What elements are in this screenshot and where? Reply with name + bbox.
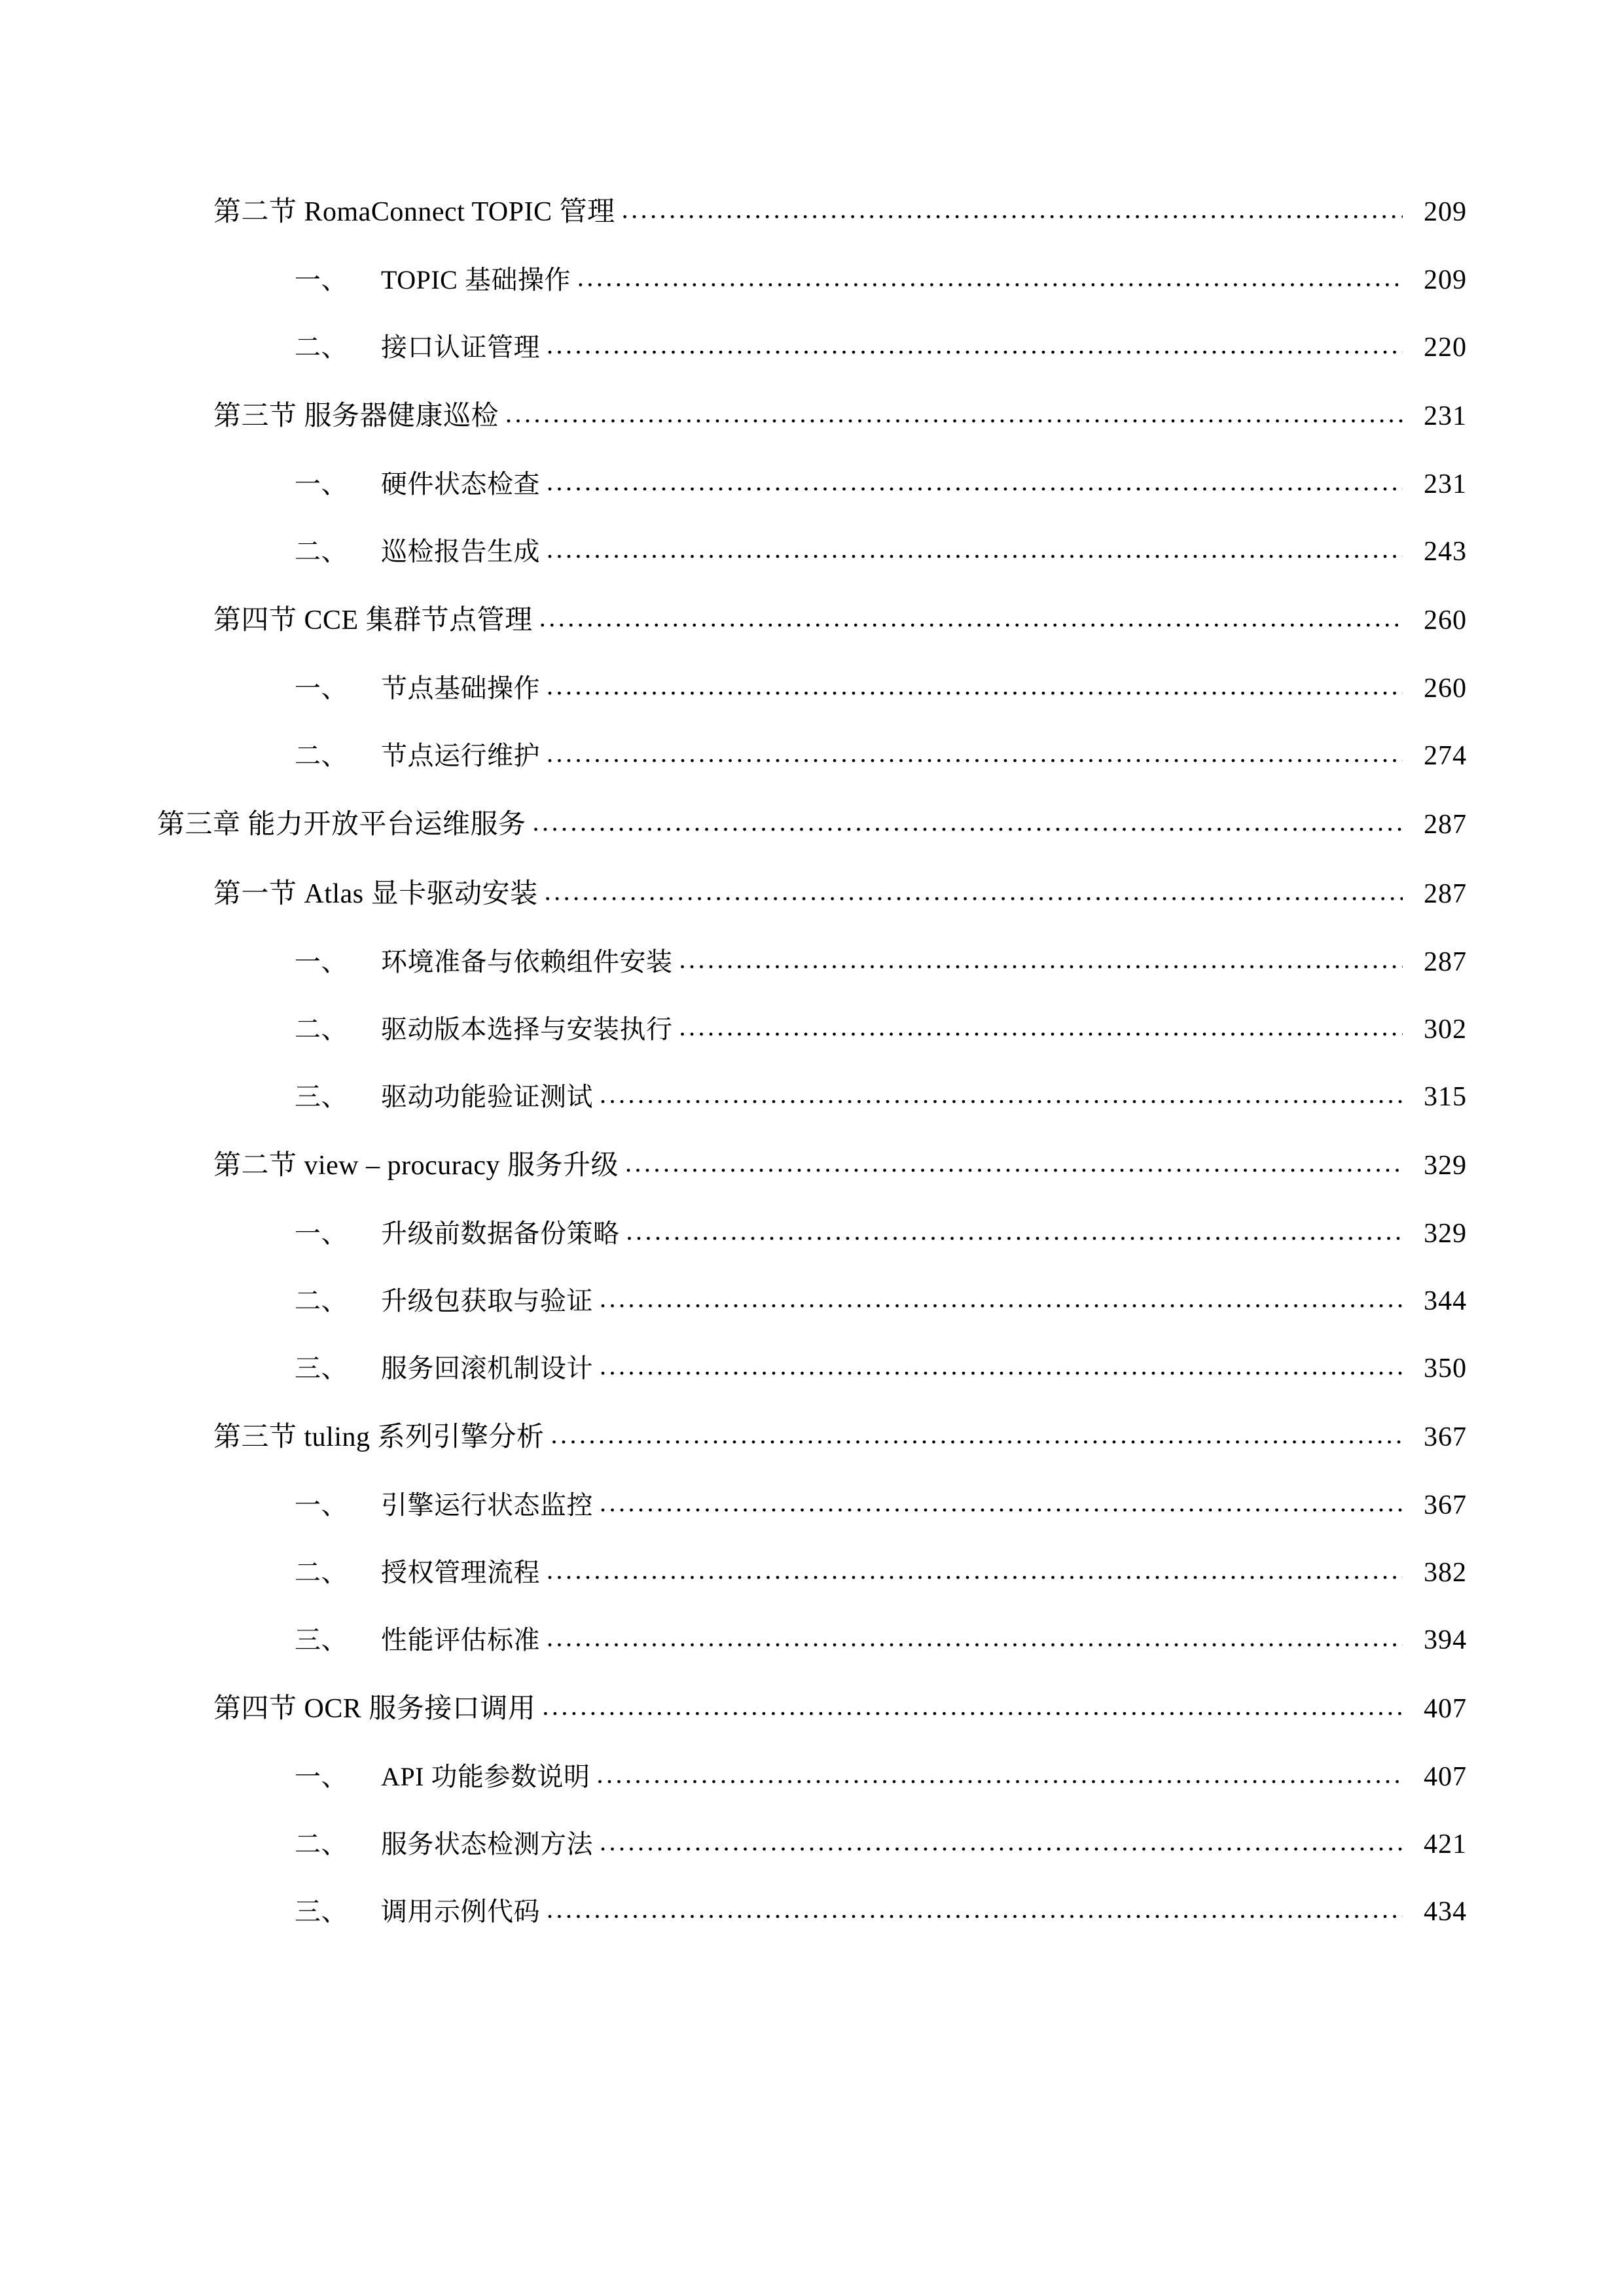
toc-page-number: 367: [1424, 1422, 1467, 1452]
toc-entry-label: 第三节 服务器健康巡检: [213, 401, 499, 431]
toc-entry[interactable]: [157, 1484, 1467, 1522]
toc-entry[interactable]: [157, 802, 1467, 842]
toc-entry-number: 一、: [295, 1762, 348, 1791]
toc-entry[interactable]: [157, 735, 1467, 772]
toc-entry-label: 第四节 OCR 服务接口调用: [213, 1694, 536, 1724]
toc-leader-dots: [533, 806, 1403, 837]
toc-page-number: 344: [1424, 1286, 1467, 1316]
toc-entry[interactable]: [157, 1619, 1467, 1657]
toc-entry-number: 一、: [295, 265, 348, 295]
toc-entry-number: 一、: [295, 947, 348, 977]
toc-entry-label: 第二节 view – procuracy 服务升级: [213, 1151, 619, 1181]
toc-entry-label: 接口认证管理: [381, 332, 540, 362]
toc-page-number: 407: [1424, 1694, 1467, 1724]
toc-leader-dots: [547, 466, 1403, 497]
toc-leader-dots: [600, 1079, 1403, 1109]
toc-entry-number: 三、: [295, 1082, 348, 1111]
toc-entry-number: 二、: [295, 1558, 348, 1587]
toc-page-number: 329: [1424, 1219, 1467, 1249]
toc-entry-label: 驱动版本选择与安装执行: [381, 1014, 673, 1044]
toc-entry-label: 第三章 能力开放平台运维服务: [157, 810, 526, 840]
toc-page-number: 302: [1424, 1014, 1467, 1045]
toc-entry[interactable]: [157, 394, 1467, 433]
toc-leader-dots: [547, 329, 1403, 360]
toc-entry-number: 二、: [295, 332, 348, 362]
toc-leader-dots: [547, 738, 1403, 768]
toc-entry[interactable]: [157, 598, 1467, 637]
toc-leader-dots: [625, 1147, 1403, 1178]
toc-page-number: 287: [1424, 879, 1467, 909]
toc-entry-label: 调用示例代码: [381, 1897, 540, 1926]
toc-leader-dots: [539, 602, 1403, 633]
toc-entry-label: 巡检报告生成: [381, 537, 540, 566]
toc-page-number: 394: [1424, 1625, 1467, 1655]
toc-entry-number: 一、: [295, 673, 348, 703]
toc-entry[interactable]: [157, 463, 1467, 501]
toc-entry-label: 升级前数据备份策略: [381, 1219, 620, 1248]
toc-entry-number: 二、: [295, 1829, 348, 1859]
toc-entry[interactable]: [157, 1348, 1467, 1385]
toc-page-number: 434: [1424, 1897, 1467, 1927]
toc-entry[interactable]: [157, 531, 1467, 568]
toc-leader-dots: [547, 1622, 1403, 1653]
toc-page-number: 260: [1424, 605, 1467, 636]
toc-leader-dots: [551, 1419, 1403, 1450]
toc-leader-dots: [679, 944, 1403, 975]
toc-page-number: 407: [1424, 1762, 1467, 1792]
toc-leader-dots: [547, 1554, 1403, 1585]
toc-entry[interactable]: [157, 1143, 1467, 1183]
toc-entry-label: 服务回滚机制设计: [381, 1354, 593, 1383]
toc-entry-label: TOPIC 基础操作: [381, 265, 571, 295]
toc-leader-dots: [600, 1826, 1403, 1857]
toc-page-number: 315: [1424, 1082, 1467, 1112]
toc-entry-label: API 功能参数说明: [381, 1762, 590, 1791]
toc-entry-label: 授权管理流程: [381, 1558, 540, 1587]
toc-entry[interactable]: [157, 668, 1467, 705]
toc-leader-dots: [505, 398, 1403, 429]
toc-entry[interactable]: [157, 1076, 1467, 1113]
toc-entry[interactable]: [157, 1415, 1467, 1454]
toc-page-number: 274: [1424, 741, 1467, 771]
toc-leader-dots: [547, 670, 1403, 701]
toc-entry-label: 节点运行维护: [381, 741, 540, 770]
toc-entry[interactable]: [157, 1009, 1467, 1046]
toc-entry-label: 第四节 CCE 集群节点管理: [213, 605, 533, 636]
toc-page-number: 231: [1424, 469, 1467, 499]
toc-leader-dots: [600, 1350, 1403, 1381]
toc-entry[interactable]: [157, 259, 1467, 296]
toc-leader-dots: [542, 1691, 1403, 1721]
toc-entry-number: 一、: [295, 1219, 348, 1248]
toc-entry[interactable]: [157, 1280, 1467, 1318]
toc-page-number: 220: [1424, 332, 1467, 363]
toc-entry-label: 服务状态检测方法: [381, 1829, 593, 1859]
toc-page-number: 287: [1424, 810, 1467, 840]
toc-leader-dots: [626, 1215, 1403, 1246]
toc-leader-dots: [622, 194, 1403, 224]
toc-entry-number: 二、: [295, 1286, 348, 1316]
toc-entry-number: 一、: [295, 1490, 348, 1520]
toc-entry-label: 引擎运行状态监控: [381, 1490, 593, 1520]
toc-page-number: 367: [1424, 1490, 1467, 1520]
toc-leader-dots: [545, 876, 1403, 906]
toc-entry[interactable]: [157, 1552, 1467, 1589]
toc-leader-dots: [596, 1759, 1403, 1789]
toc-entry[interactable]: [157, 1687, 1467, 1726]
toc-page-number: 243: [1424, 537, 1467, 567]
toc-entry[interactable]: [157, 1823, 1467, 1861]
toc-entry[interactable]: [157, 941, 1467, 978]
toc-entry-label: 性能评估标准: [381, 1625, 540, 1655]
toc-entry-label: 驱动功能验证测试: [381, 1082, 593, 1111]
toc-entry[interactable]: [157, 1891, 1467, 1928]
toc-leader-dots: [600, 1283, 1403, 1314]
toc-entry-number: 三、: [295, 1897, 348, 1926]
toc-leader-dots: [547, 1893, 1403, 1924]
toc-page-number: 350: [1424, 1354, 1467, 1384]
toc-page-number: 209: [1424, 265, 1467, 295]
toc-leader-dots: [547, 533, 1403, 564]
toc-entry-label: 升级包获取与验证: [381, 1286, 593, 1316]
toc-page-number: 209: [1424, 197, 1467, 227]
toc-entry[interactable]: [157, 1756, 1467, 1793]
toc-entry-label: 第二节 RomaConnect TOPIC 管理: [213, 197, 615, 227]
toc-leader-dots: [679, 1011, 1403, 1042]
toc-entry-label: 第一节 Atlas 显卡驱动安装: [213, 879, 538, 909]
toc-page-number: 231: [1424, 401, 1467, 431]
toc-entry-number: 二、: [295, 537, 348, 566]
toc-page-number: 260: [1424, 673, 1467, 704]
toc-page-number: 382: [1424, 1558, 1467, 1588]
toc-entry[interactable]: [157, 327, 1467, 364]
toc-entry-number: 二、: [295, 1014, 348, 1044]
toc-page-number: 421: [1424, 1829, 1467, 1859]
table-of-contents: [157, 190, 1467, 1928]
toc-entry[interactable]: [157, 872, 1467, 911]
toc-entry-label: 第三节 tuling 系列引擎分析: [213, 1422, 545, 1452]
toc-page-number: 287: [1424, 947, 1467, 977]
toc-page-number: 329: [1424, 1151, 1467, 1181]
toc-entry[interactable]: [157, 190, 1467, 229]
toc-leader-dots: [577, 262, 1403, 293]
toc-entry-label: 节点基础操作: [381, 673, 540, 703]
toc-entry-number: 一、: [295, 469, 348, 499]
toc-entry-number: 三、: [295, 1625, 348, 1655]
toc-entry-label: 环境准备与依赖组件安装: [381, 947, 673, 977]
toc-entry[interactable]: [157, 1213, 1467, 1250]
toc-leader-dots: [600, 1487, 1403, 1518]
toc-entry-label: 硬件状态检查: [381, 469, 540, 499]
toc-entry-number: 三、: [295, 1354, 348, 1383]
toc-entry-number: 二、: [295, 741, 348, 770]
